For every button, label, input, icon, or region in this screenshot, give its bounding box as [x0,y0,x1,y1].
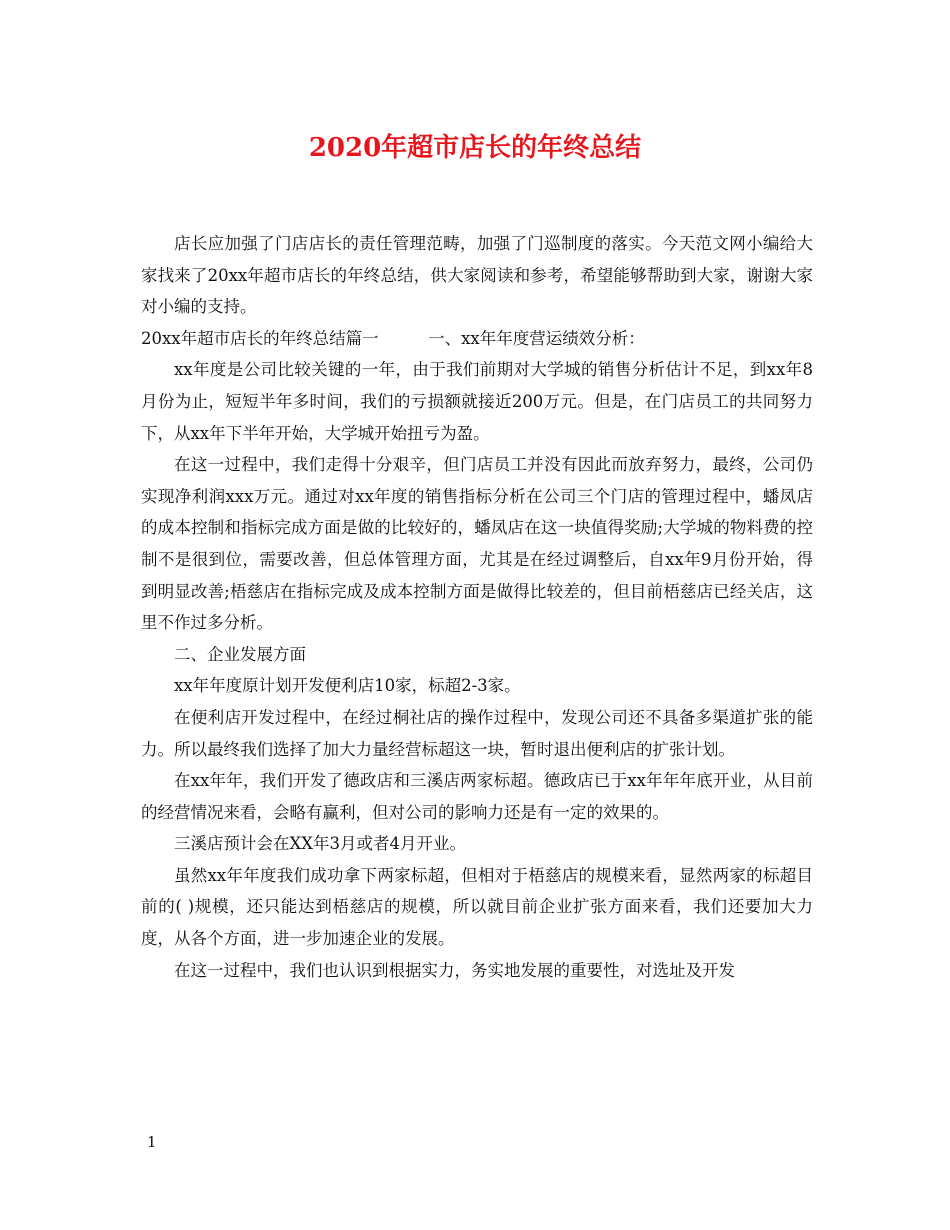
paragraph-plan: xx年年度原计划开发便利店10家，标超2-3家。 [174,676,521,696]
paragraph-convenience-store: 在便利店开发过程中，在经过桐社店的操作过程中，发现公司还不具备多渠道扩张的能力。所以最终我们选择了加大力量经营标超这一块，暂时退出便利店的扩张计划。 [141,707,813,759]
paragraph-process: 在这一过程中，我们走得十分艰辛，但门店员工并没有因此而放弃努力，最终，公司仍实现净利润xxx万元。通过对xx年度的销售指标分析在公司三个门店的管理过程中，蟠凤店的成本控制和指标完成方面是做的比较好的，蟠凤店在这一块值得奖励;大学城的物料费的控制不是很到位，需要改善，但总体管理方面，尤其是在经过调整后，自xx年9月份开始，得到明显改善;梧慈店在指标完成及成本控制方面是做得比较差的，但目前梧慈店已经关店，这里不作过多分析。 [141,455,813,633]
paragraph-new-stores: 在xx年年，我们开发了德政店和三溪店两家标超。德政店已于xx年年年底开业，从目前的经营情况来看，会略有赢利，但对公司的影响力还是有一定的效果的。 [141,771,813,822]
paragraph-intro: 店长应加强了门店店长的责任管理范畴，加强了门巡制度的落实。今天范文网小编给大家找来了20xx年超市店长的年终总结，供大家阅读和参考，希望能够帮助到大家，谢谢大家对小编的支持。 [141,234,813,317]
paragraph-lesson: 在这一过程中，我们也认识到根据实力，务实地发展的重要性，对选址及开发 [174,960,735,980]
paragraph-performance: xx年度是公司比较关键的一年，由于我们前期对大学城的销售分析估计不足，到xx年8月份为止，短短半年多时间，我们的亏损额就接近200万元。但是，在门店员工的共同努力下，从xx年下半年开始，大学城开始扭亏为盈。 [141,360,813,443]
document-title: 2020年超市店长的年终总结 [308,133,642,163]
paragraph-scale: 虽然xx年年度我们成功拿下两家标超，但相对于梧慈店的规模来看，显然两家的标超目前的( )规模，还只能达到梧慈店的规模，所以就目前企业扩张方面来看，我们还要加大力度，从各个方面，进一步加速企业的发展。 [141,865,813,949]
paragraph-section-heading: 20xx年超市店长的年终总结篇一 一、xx年年度营运绩效分析： [141,328,645,348]
page-number: 1 [147,1133,157,1151]
paragraph-sanxi-opening: 三溪店预计会在XX年3月或者4月开业。 [174,834,466,854]
paragraph-heading-development: 二、企业发展方面 [174,644,306,664]
document-body [141,228,813,986]
